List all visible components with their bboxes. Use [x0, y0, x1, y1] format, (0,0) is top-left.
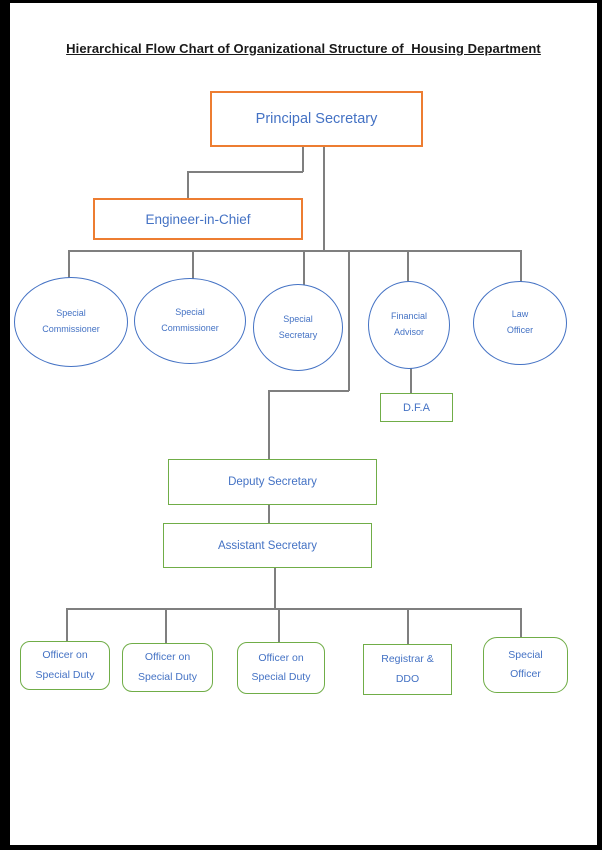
node-deputy-secretary [168, 459, 377, 505]
node-label: DDO [395, 672, 420, 685]
node-officer-on-special-duty-1 [20, 641, 110, 690]
node-officer-on-special-duty-2 [122, 643, 213, 692]
page-title: Hierarchical Flow Chart of Organizational Structure of Housing Department [66, 41, 541, 56]
node-label: Assistant Secretary [217, 539, 318, 552]
node-label: Secretary [278, 329, 318, 340]
node-special-commissioner-2 [134, 278, 246, 364]
node-principal-secretary [210, 91, 423, 147]
node-label: Special [508, 648, 543, 661]
node-label: Advisor [393, 327, 424, 337]
node-label: Special Duty [251, 671, 311, 683]
node-special-secretary [253, 284, 343, 371]
connector-line [520, 608, 522, 637]
node-label: Officer [506, 325, 534, 335]
connector-line [302, 147, 304, 172]
connector-line [68, 250, 70, 278]
node-label: Financial [390, 311, 428, 322]
node-label: Officer on [144, 651, 191, 664]
node-label: Special [175, 307, 205, 318]
node-assistant-secretary [163, 523, 372, 568]
node-special-officer [483, 637, 568, 693]
node-label: Special Duty [35, 668, 95, 681]
node-label: Engineer-in-Chief [145, 211, 251, 227]
connector-line [187, 171, 303, 173]
node-law-officer [473, 281, 567, 365]
node-label: Officer on [42, 649, 88, 662]
node-engineer-in-chief [93, 198, 303, 240]
connector-line [66, 608, 68, 641]
node-label: Principal Secretary [255, 111, 378, 127]
connector-line [407, 608, 409, 644]
node-dfa [380, 393, 453, 422]
node-label: Special [56, 308, 86, 319]
connector-line [268, 390, 270, 459]
connector-line [192, 250, 194, 279]
node-label: Special Duty [138, 670, 197, 683]
node-label: Officer on [258, 651, 304, 664]
connector-line [410, 368, 412, 393]
node-financial-advisor [368, 281, 450, 369]
node-label: D.F.A [403, 401, 430, 414]
node-label: Commissioner [161, 323, 219, 333]
node-label: Officer [510, 668, 541, 680]
connector-line [407, 250, 409, 281]
connector-line [66, 608, 520, 610]
node-officer-on-special-duty-3 [237, 642, 325, 694]
node-label: Special [283, 313, 313, 324]
node-label: Commissioner [42, 324, 100, 334]
connector-line [268, 504, 270, 523]
node-registrar-ddo [363, 644, 452, 695]
connector-line [165, 608, 167, 643]
connector-line [68, 250, 520, 252]
node-label: Law [511, 309, 529, 320]
node-special-commissioner-1 [14, 277, 128, 367]
node-label: Registrar & [381, 653, 434, 666]
connector-line [303, 250, 305, 285]
connector-line [323, 147, 325, 251]
connector-line [278, 608, 280, 642]
connector-line [268, 390, 349, 392]
node-label: Deputy Secretary [228, 476, 317, 488]
connector-line [274, 568, 276, 609]
connector-line [187, 171, 189, 199]
connector-line [520, 250, 522, 282]
connector-line [348, 250, 350, 391]
